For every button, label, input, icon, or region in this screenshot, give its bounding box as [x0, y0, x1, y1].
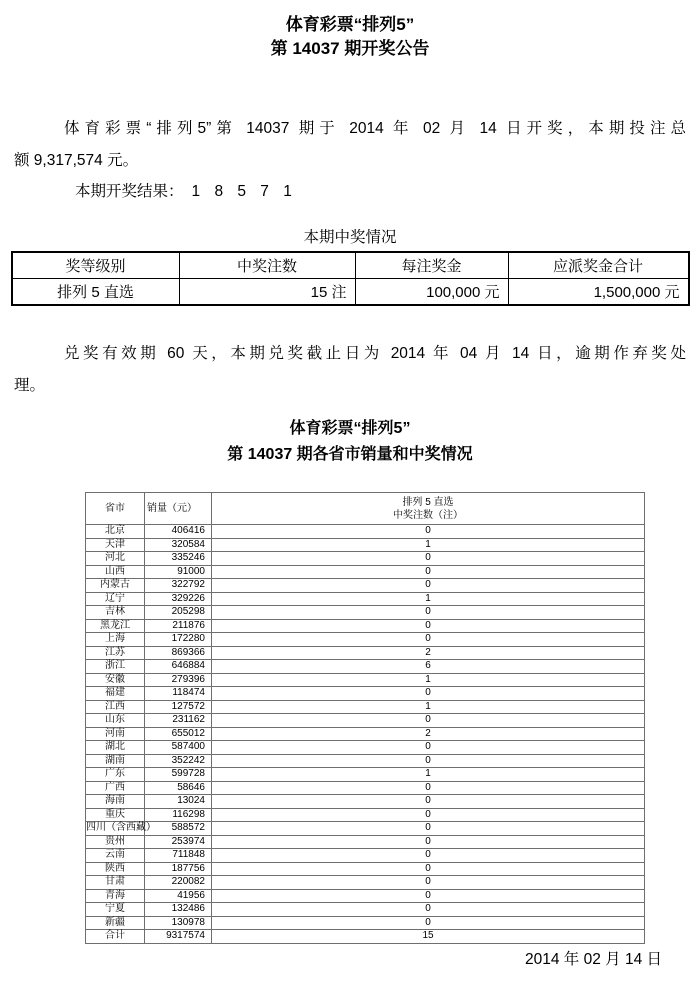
- sales-table-row: [86, 822, 645, 836]
- prize-table: [11, 251, 690, 306]
- sales-table-row: [86, 606, 645, 620]
- sales-cell-wins: 0: [212, 619, 645, 633]
- sales-cell-wins: 0: [212, 687, 645, 701]
- prize-header-total: 应派奖金合计: [508, 252, 689, 279]
- sales-cell-sales: 41956: [145, 889, 212, 903]
- sales-cell-wins: 1: [212, 700, 645, 714]
- sales-table-row: [86, 592, 645, 606]
- sales-cell-wins: 0: [212, 552, 645, 566]
- intro-paragraph: [14, 113, 686, 177]
- sales-cell-province: 云南: [86, 849, 145, 863]
- prize-header-amount: 每注奖金: [355, 252, 508, 279]
- sales-cell-wins: 0: [212, 903, 645, 917]
- sales-cell-wins: 0: [212, 822, 645, 836]
- sales-cell-province: 内蒙古: [86, 579, 145, 593]
- sales-table-body: [86, 525, 645, 944]
- sales-cell-province: 山西: [86, 565, 145, 579]
- sales-cell-sales: 118474: [145, 687, 212, 701]
- sales-cell-sales: 329226: [145, 592, 212, 606]
- sales-table-row: [86, 741, 645, 755]
- redemption-paragraph-line2: 理。: [14, 377, 46, 394]
- sales-cell-wins: 0: [212, 633, 645, 647]
- sales-cell-sales: 352242: [145, 754, 212, 768]
- prize-table-header: [12, 252, 689, 279]
- sales-cell-sales: 127572: [145, 700, 212, 714]
- sales-cell-province: 青海: [86, 889, 145, 903]
- sales-cell-province: 福建: [86, 687, 145, 701]
- sales-table-row: [86, 525, 645, 539]
- sales-cell-province: 新疆: [86, 916, 145, 930]
- sales-cell-sales: 13024: [145, 795, 212, 809]
- prize-table-body: [12, 279, 689, 306]
- sales-table-header: [86, 493, 645, 525]
- announcement-date: 2014 年 02 月 14 日: [525, 950, 662, 968]
- sales-cell-sales: 655012: [145, 727, 212, 741]
- sales-cell-sales: 322792: [145, 579, 212, 593]
- sales-table-row: [86, 916, 645, 930]
- document-title-line1: 体育彩票“排列5”: [285, 15, 415, 34]
- sales-table-row: [86, 795, 645, 809]
- sales-cell-wins: 0: [212, 579, 645, 593]
- sales-cell-sales: 9317574: [145, 930, 212, 944]
- sales-header-wins: [212, 493, 645, 525]
- sales-cell-wins: 0: [212, 525, 645, 539]
- sales-cell-sales: 211876: [145, 619, 212, 633]
- prize-cell-level: 排列 5 直选: [12, 279, 180, 306]
- sales-cell-province: 吉林: [86, 606, 145, 620]
- sales-cell-province: 上海: [86, 633, 145, 647]
- prize-cell-amount: 100,000 元: [355, 279, 508, 306]
- sales-section-title-line2: 第 14037 期各省市销量和中奖情况: [227, 446, 473, 463]
- sales-cell-wins: 0: [212, 862, 645, 876]
- sales-cell-wins: 0: [212, 741, 645, 755]
- sales-cell-province: 安徽: [86, 673, 145, 687]
- sales-cell-sales: 231162: [145, 714, 212, 728]
- sales-table-row: [86, 754, 645, 768]
- sales-cell-wins: 0: [212, 889, 645, 903]
- sales-cell-sales: 58646: [145, 781, 212, 795]
- sales-cell-province: 贵州: [86, 835, 145, 849]
- draw-result-digits: 1 8 5 7 1: [191, 183, 297, 200]
- sales-cell-sales: 205298: [145, 606, 212, 620]
- sales-cell-province: 湖南: [86, 754, 145, 768]
- prize-table-row: [12, 279, 689, 306]
- sales-table-row: [86, 903, 645, 917]
- sales-cell-province: 四川（含西藏）: [86, 822, 156, 834]
- sales-table-row: [86, 579, 645, 593]
- sales-cell-sales: 187756: [145, 862, 212, 876]
- sales-table-row: [86, 687, 645, 701]
- sales-cell-sales: 172280: [145, 633, 212, 647]
- redemption-paragraph: [14, 338, 686, 402]
- sales-table-row: [86, 619, 645, 633]
- sales-cell-wins: 0: [212, 754, 645, 768]
- sales-cell-province: 江西: [86, 700, 145, 714]
- prize-cell-total: 1,500,000 元: [508, 279, 689, 306]
- prize-header-level: 奖等级别: [12, 252, 180, 279]
- sales-table-row: [86, 700, 645, 714]
- sales-header-wins-line2: 中奖注数（注）: [393, 509, 463, 521]
- sales-cell-province: 广西: [86, 781, 145, 795]
- sales-table-row: [86, 835, 645, 849]
- sales-table-row: [86, 565, 645, 579]
- sales-cell-province: 甘肃: [86, 876, 145, 890]
- sales-cell-wins: 1: [212, 673, 645, 687]
- sales-cell-wins: 0: [212, 714, 645, 728]
- sales-cell-sales: 646884: [145, 660, 212, 674]
- sales-cell-province: 北京: [86, 525, 145, 539]
- sales-header-row: [86, 493, 645, 525]
- sales-cell-wins: 6: [212, 660, 645, 674]
- sales-cell-province: 合计: [86, 930, 145, 944]
- sales-cell-province: 广东: [86, 768, 145, 782]
- redemption-paragraph-line1: 兑奖有效期 60 天，本期兑奖截止日为 2014 年 04 月 14 日，逾期作弃奖处: [64, 345, 686, 362]
- province-sales-table: [85, 492, 645, 944]
- sales-cell-province: 辽宁: [86, 592, 145, 606]
- sales-cell-wins: 1: [212, 768, 645, 782]
- sales-cell-sales: 588572: [145, 822, 212, 836]
- sales-cell-province: 河北: [86, 552, 145, 566]
- document-title-line2: 第 14037 期开奖公告: [270, 39, 430, 58]
- sales-cell-wins: 0: [212, 849, 645, 863]
- sales-cell-wins: 0: [212, 876, 645, 890]
- sales-table-row: [86, 768, 645, 782]
- sales-table-row: [86, 808, 645, 822]
- sales-cell-sales: 116298: [145, 808, 212, 822]
- sales-cell-wins: 0: [212, 808, 645, 822]
- sales-header-sales: 销量（元）: [145, 493, 212, 525]
- sales-table-row: [86, 646, 645, 660]
- intro-paragraph-line2: 额 9,317,574 元。: [14, 152, 139, 169]
- sales-table-row: [86, 849, 645, 863]
- prize-cell-count: 15 注: [179, 279, 355, 306]
- prize-header-count: 中奖注数: [179, 252, 355, 279]
- sales-cell-wins: 2: [212, 646, 645, 660]
- sales-cell-province: 陕西: [86, 862, 145, 876]
- sales-cell-wins: 0: [212, 795, 645, 809]
- sales-header-province: 省市: [86, 493, 145, 525]
- sales-table-row: [86, 673, 645, 687]
- sales-cell-province: 山东: [86, 714, 145, 728]
- sales-cell-sales: 869366: [145, 646, 212, 660]
- sales-cell-province: 天津: [86, 538, 145, 552]
- sales-table-row: [86, 633, 645, 647]
- sales-cell-sales: 132486: [145, 903, 212, 917]
- prize-section-title: 本期中奖情况: [303, 229, 397, 246]
- sales-cell-wins: 0: [212, 565, 645, 579]
- sales-header-wins-line1: 排列 5 直选: [402, 496, 454, 508]
- sales-table-row: [86, 660, 645, 674]
- draw-result-label: 本期开奖结果：: [75, 183, 184, 200]
- sales-section-title-line1: 体育彩票“排列5”: [289, 420, 411, 437]
- sales-cell-wins: 15: [212, 930, 645, 944]
- sales-cell-sales: 279396: [145, 673, 212, 687]
- sales-cell-sales: 130978: [145, 916, 212, 930]
- sales-cell-province: 重庆: [86, 808, 145, 822]
- sales-cell-sales: 91000: [145, 565, 212, 579]
- sales-cell-wins: 0: [212, 606, 645, 620]
- sales-cell-sales: 335246: [145, 552, 212, 566]
- sales-cell-province: 浙江: [86, 660, 145, 674]
- sales-table-row: [86, 876, 645, 890]
- sales-table-row: [86, 714, 645, 728]
- sales-cell-sales: 220082: [145, 876, 212, 890]
- sales-cell-province: 宁夏: [86, 903, 145, 917]
- sales-cell-province: 黑龙江: [86, 619, 145, 633]
- sales-cell-sales: 253974: [145, 835, 212, 849]
- sales-table-row: [86, 727, 645, 741]
- sales-cell-wins: 1: [212, 592, 645, 606]
- sales-cell-sales: 711848: [145, 849, 212, 863]
- intro-paragraph-line1: 体育彩票“排列5”第 14037 期于 2014 年 02 月 14 日开奖，本期投注总: [64, 120, 686, 137]
- document-title: [0, 0, 700, 61]
- sales-cell-wins: 0: [212, 916, 645, 930]
- sales-cell-wins: 1: [212, 538, 645, 552]
- sales-table-row: [86, 781, 645, 795]
- sales-cell-wins: 0: [212, 835, 645, 849]
- sales-cell-province: 江苏: [86, 646, 145, 660]
- sales-cell-wins: 2: [212, 727, 645, 741]
- sales-table-row: [86, 538, 645, 552]
- sales-cell-province: 河南: [86, 727, 145, 741]
- prize-header-row: [12, 252, 689, 279]
- sales-cell-wins: 0: [212, 781, 645, 795]
- draw-result-line: [14, 177, 686, 207]
- sales-table-row: [86, 889, 645, 903]
- sales-cell-sales: 587400: [145, 741, 212, 755]
- sales-cell-province: 海南: [86, 795, 145, 809]
- sales-table-row: [86, 862, 645, 876]
- sales-cell-sales: 406416: [145, 525, 212, 539]
- sales-section-title: [0, 416, 700, 468]
- sales-table-row: [86, 552, 645, 566]
- sales-cell-sales: 599728: [145, 768, 212, 782]
- sales-table-row: [86, 930, 645, 944]
- sales-cell-province: 湖北: [86, 741, 145, 755]
- sales-cell-sales: 320584: [145, 538, 212, 552]
